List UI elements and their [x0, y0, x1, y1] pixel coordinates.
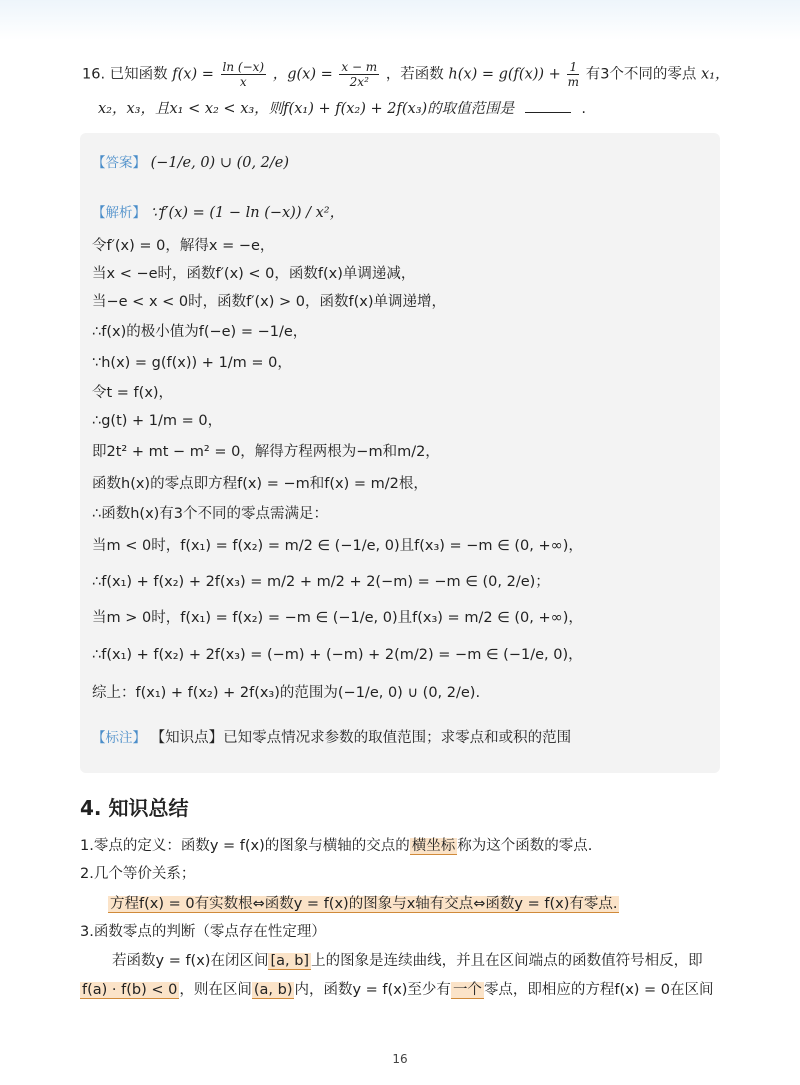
analysis-line-13	[92, 572, 550, 592]
analysis-text: 函数h(x)的零点即方程f(x) = −m和f(x) = m/2根，	[92, 476, 428, 492]
analysis-text: ∴g(t) + 1/m = 0，	[92, 413, 223, 429]
analysis-text: 令f′(x) = 0，解得x = −e，	[92, 238, 275, 254]
problem-text: x₂，x₃，且x₁ < x₂ < x₃，则f(x₁) + f(x₂) + 2f(x₃)的取值范围是	[98, 101, 515, 117]
analysis-line-14	[92, 608, 583, 628]
highlight-statement: 方程f(x) = 0有实数根⇔函数y = f(x)的图象与x轴有交点⇔函数y = f(x)有零点.	[110, 896, 618, 912]
analysis-line-5	[92, 322, 307, 342]
analysis-line-8	[92, 411, 222, 431]
problem-line-2	[98, 98, 738, 119]
analysis-text: ∴f(x)的极小值为f(−e) = −1/e，	[92, 324, 308, 340]
formula: f(x) =	[172, 66, 214, 83]
summary-text: 若函数y = f(x)在闭区间	[112, 953, 269, 969]
note-tag: 【标注】	[92, 730, 146, 746]
summary-p5	[80, 980, 714, 1000]
summary-p3	[80, 922, 326, 942]
problem-line-1	[82, 60, 730, 89]
note-line	[92, 728, 571, 748]
highlight-term: (a, b)	[253, 982, 293, 998]
summary-p2-box	[108, 894, 619, 914]
formula: h(x) = g(f(x)) +	[448, 66, 561, 83]
analysis-text: 令t = f(x)，	[92, 385, 174, 401]
fraction: $\frac{x - m}{\text{2x²}}$	[341, 60, 378, 89]
answer-value: (−1/e, 0) ∪ (0, 2/e)	[150, 155, 290, 171]
analysis-text: ∵h(x) = g(f(x)) + 1/m = 0，	[92, 355, 292, 371]
fraction: $\frac{1}{m}$	[567, 60, 579, 89]
summary-text: 零点，即相应的方程f(x) = 0在区间	[483, 982, 714, 998]
analysis-text: 当x < −e时，函数f′(x) < 0，函数f(x)单调递减，	[92, 266, 416, 282]
analysis-text: ∵f′(x) = (1 − ln (−x)) / x²，	[150, 205, 345, 221]
analysis-text: 综上：f(x₁) + f(x₂) + 2f(x₃)的范围为(−1/e, 0) ∪ (0, 2/e).	[92, 685, 481, 701]
problem-text: 有3个不同的零点	[585, 66, 697, 83]
fraction: $\frac{\ln (-x)}{x}$	[222, 60, 265, 89]
analysis-line-12	[92, 536, 583, 556]
analysis-line-7	[92, 383, 173, 403]
analysis-line-11	[92, 504, 328, 524]
analysis-text: ∴f(x₁) + f(x₂) + 2f(x₃) = (−m) + (−m) + 2(m/2) = −m ∈ (−1/e, 0)，	[92, 647, 583, 663]
analysis-text: ∴函数h(x)有3个不同的零点需满足：	[92, 506, 329, 522]
answer-line	[92, 153, 289, 173]
formula: ，g(x) =	[272, 66, 333, 83]
highlight-term: 横坐标	[411, 838, 456, 854]
summary-text: 称为这个函数的零点.	[457, 838, 593, 854]
formula: x₁，	[701, 66, 730, 83]
highlight-term: [a, b]	[270, 953, 310, 969]
analysis-line-6	[92, 353, 292, 373]
summary-p4	[112, 951, 703, 971]
analysis-line-3	[92, 264, 415, 284]
note-text: 【知识点】已知零点情况求参数的取值范围；求零点和或积的范围	[150, 730, 572, 746]
problem-number: 16.	[82, 66, 106, 83]
analysis-text: 当−e < x < 0时，函数f′(x) > 0，函数f(x)单调递增，	[92, 294, 446, 310]
analysis-text: ∴f(x₁) + f(x₂) + 2f(x₃) = m/2 + m/2 + 2(−m) = −m ∈ (0, 2/e)；	[92, 574, 550, 590]
summary-text: 上的图象是连续曲线，并且在区间端点的函数值符号相反，即	[311, 953, 703, 969]
problem-text: 已知函数	[109, 66, 168, 83]
summary-text: 2.几个等价关系；	[80, 866, 196, 882]
analysis-line-15	[92, 645, 583, 665]
analysis-line-2	[92, 236, 274, 256]
summary-p1	[80, 836, 592, 856]
highlight-term: f(a) · f(b) < 0	[82, 982, 178, 998]
page-number: 16	[392, 1052, 408, 1066]
period: .	[581, 101, 586, 117]
answer-tag: 【答案】	[92, 155, 146, 171]
summary-p2	[80, 864, 195, 884]
analysis-line-10	[92, 474, 428, 494]
answer-blank	[525, 98, 571, 113]
analysis-line-9	[92, 442, 440, 462]
summary-text: ，则在区间	[179, 982, 252, 998]
analysis-text: 当m < 0时，f(x₁) = f(x₂) = m/2 ∈ (−1/e, 0)且f(x₃) = −m ∈ (0, +∞)，	[92, 538, 583, 554]
analysis-tag: 【解析】	[92, 205, 146, 221]
analysis-text: 即2t² + mt − m² = 0，解得方程两根为−m和m/2，	[92, 444, 440, 460]
summary-text: 1.零点的定义：函数y = f(x)的图象与横轴的交点的	[80, 838, 410, 854]
problem-text: ，若函数	[385, 66, 444, 83]
analysis-line-4	[92, 292, 446, 312]
analysis-line-16	[92, 683, 480, 703]
analysis-line-1	[92, 203, 344, 223]
summary-text: 3.函数零点的判断（零点存在性定理）	[80, 924, 326, 940]
summary-text: 内，函数y = f(x)至少有	[294, 982, 451, 998]
highlight-term: 一个	[452, 982, 482, 998]
analysis-text: 当m > 0时，f(x₁) = f(x₂) = −m ∈ (−1/e, 0)且f(x₃) = m/2 ∈ (0, +∞)，	[92, 610, 583, 626]
section-title: 4. 知识总结	[80, 796, 189, 820]
